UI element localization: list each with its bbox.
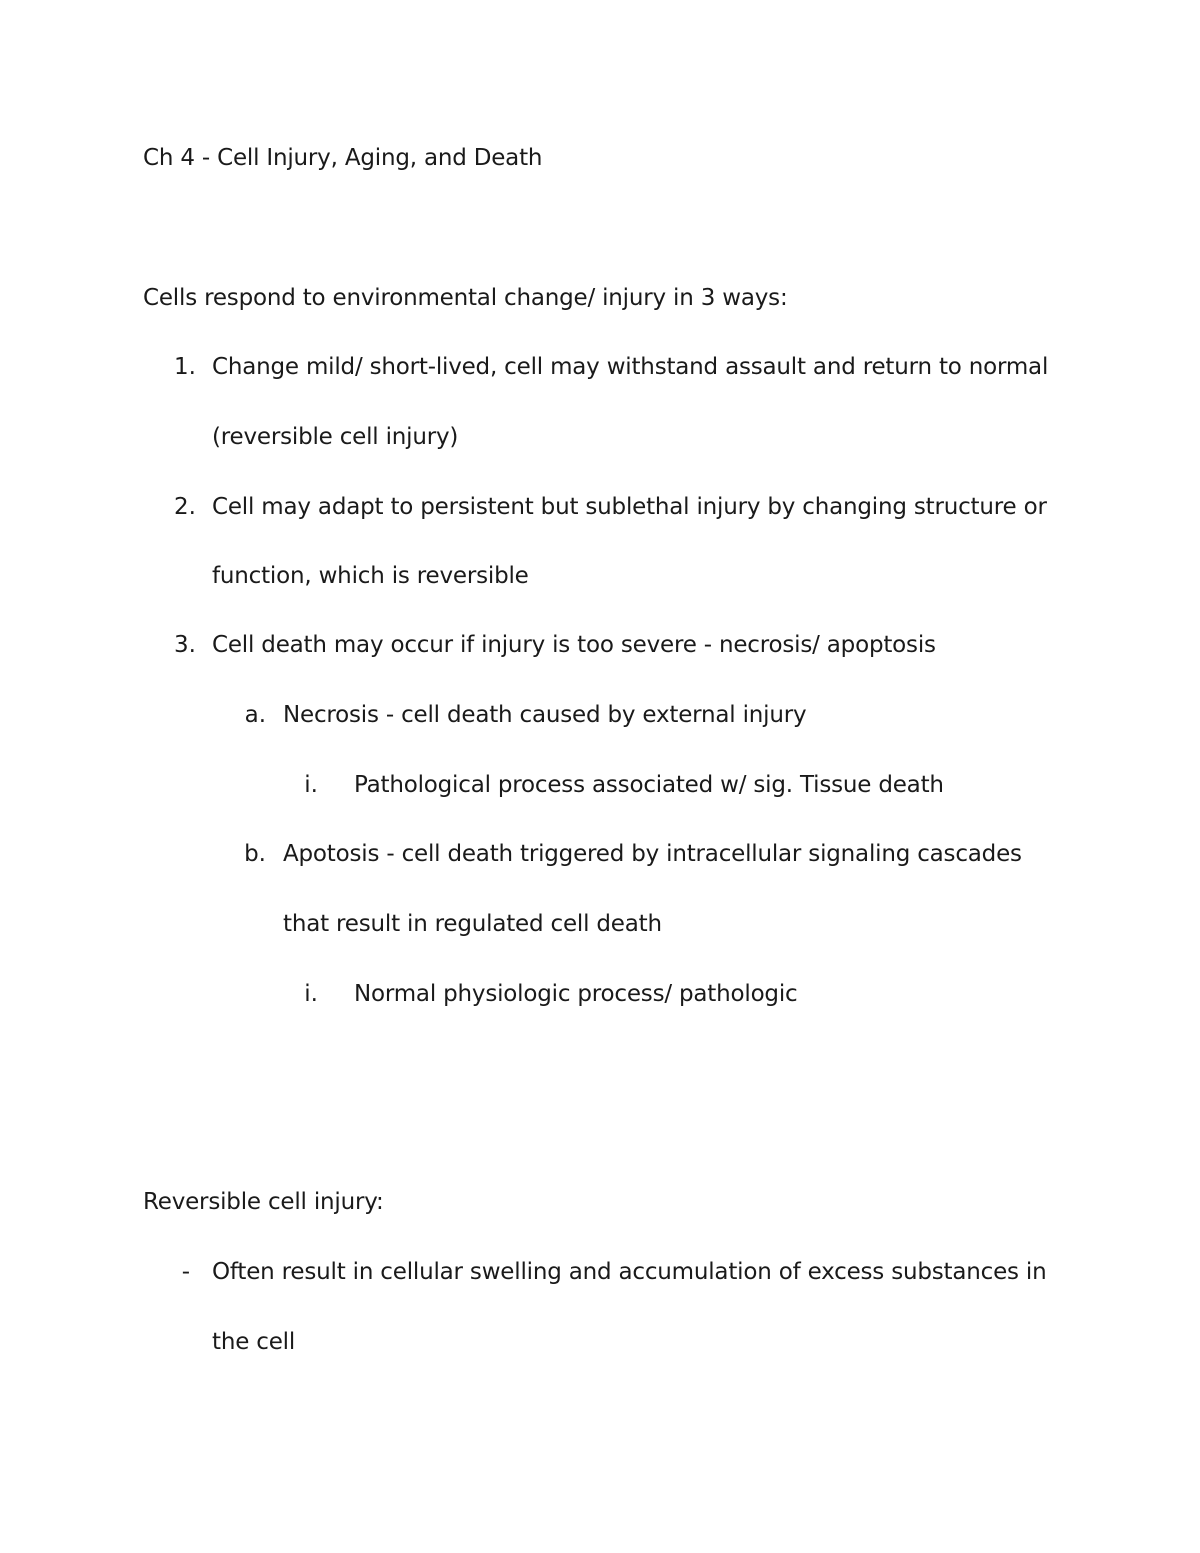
subsublist-item-text: Pathological process associated w/ sig. Tissue death [354, 772, 944, 798]
list-item-text: Cell may adapt to persistent but sublethal injury by changing structure or [212, 494, 1047, 520]
list-item-marker: 1. [174, 354, 196, 380]
sublist-item-text: Apotosis - cell death triggered by intracellular signaling cascades [283, 841, 1022, 867]
list-item-text: (reversible cell injury) [212, 424, 459, 450]
list-item-marker: 2. [174, 494, 196, 520]
sublist-item-text: that result in regulated cell death [283, 911, 662, 937]
subsublist-item-text: Normal physiologic process/ pathologic [354, 981, 798, 1007]
list-item-marker: 3. [174, 632, 196, 658]
list-item-text: Cell death may occur if injury is too severe - necrosis/ apoptosis [212, 632, 936, 658]
sublist-item-marker: b. [244, 841, 266, 867]
subsublist-item-marker: i. [304, 981, 318, 1007]
sublist-item-text: Necrosis - cell death caused by external injury [283, 702, 807, 728]
bullet-marker: - [181, 1259, 190, 1285]
page-title: Ch 4 - Cell Injury, Aging, and Death [143, 145, 543, 171]
subsublist-item-marker: i. [304, 772, 318, 798]
section-heading: Reversible cell injury: [143, 1189, 384, 1215]
section-intro: Cells respond to environmental change/ injury in 3 ways: [143, 285, 788, 311]
sublist-item-marker: a. [244, 702, 266, 728]
bullet-text: Often result in cellular swelling and accumulation of excess substances in [212, 1259, 1047, 1285]
list-item-text: function, which is reversible [212, 563, 529, 589]
list-item-text: Change mild/ short-lived, cell may withstand assault and return to normal [212, 354, 1049, 380]
bullet-text: the cell [212, 1329, 296, 1355]
